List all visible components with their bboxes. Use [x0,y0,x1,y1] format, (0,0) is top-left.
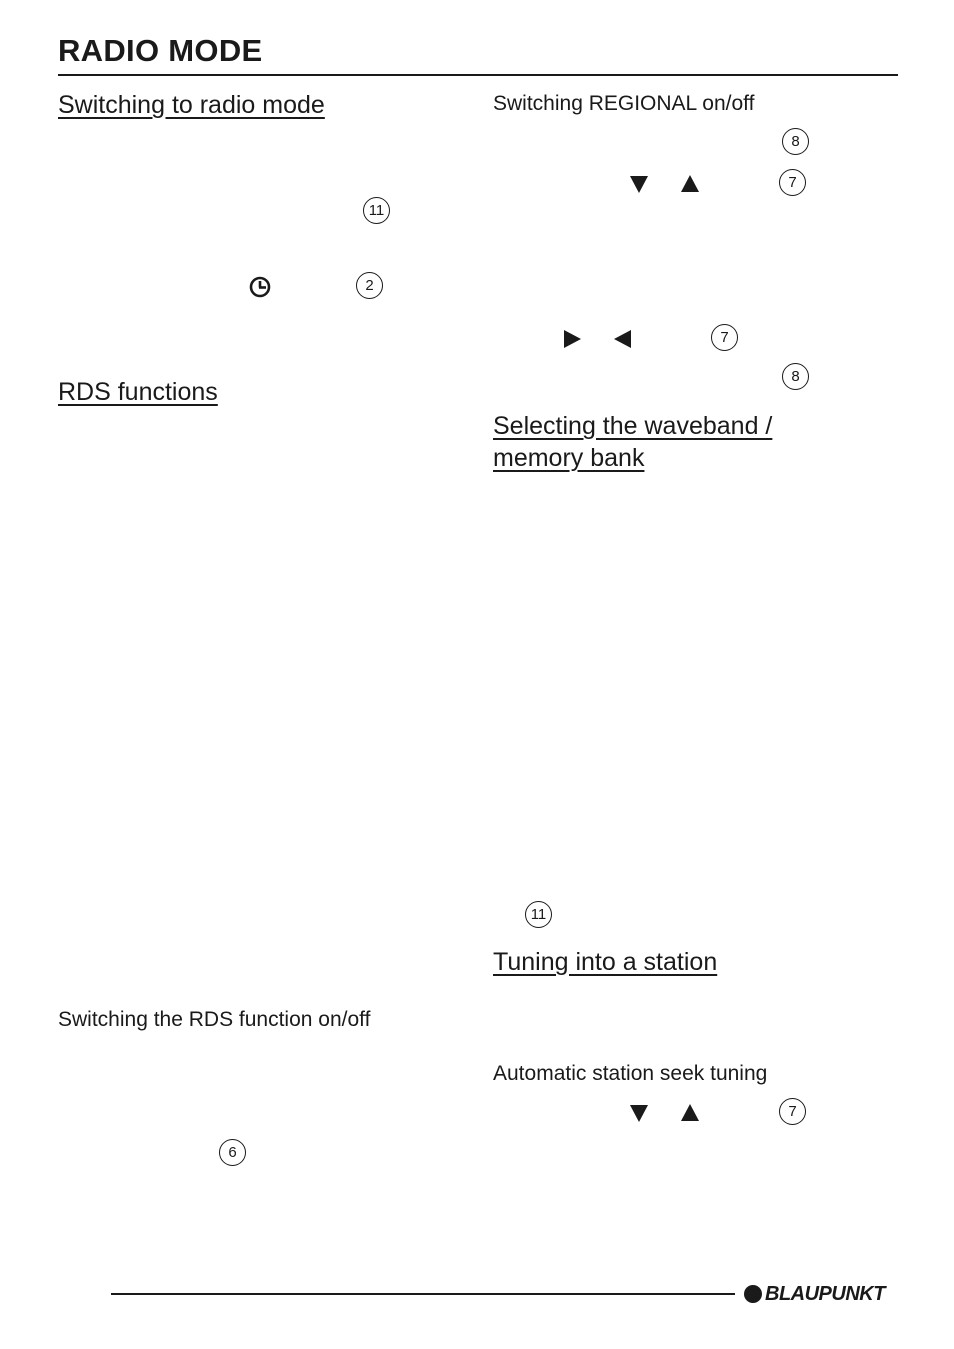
key-callout-8: 8 [782,363,809,390]
key-callout-8: 8 [782,128,809,155]
brand-name: BLAUPUNKT [765,1283,885,1305]
key-callout-7: 7 [711,324,738,351]
key-callout-11: 11 [525,901,552,928]
key-callout-11: 11 [363,197,390,224]
key-callout-6: 6 [219,1139,246,1166]
key-callout-2: 2 [356,272,383,299]
header-rule [58,74,898,76]
arrow-up-icon [680,174,700,194]
arrow-left-icon [613,329,633,349]
arrow-right-icon [562,329,582,349]
heading-rds-functions: RDS functions [58,378,218,406]
brand-dot-icon [744,1285,762,1303]
heading-regional-on-off: Switching REGIONAL on/off [493,92,755,115]
heading-tuning-station: Tuning into a station [493,948,718,976]
footer-rule [111,1293,735,1295]
heading-auto-seek: Automatic station seek tuning [493,1062,768,1085]
arrow-up-icon [680,1103,700,1123]
key-callout-7: 7 [779,1098,806,1125]
arrow-down-icon [629,174,649,194]
heading-switching-radio-mode: Switching to radio mode [58,91,325,119]
heading-rds-on-off: Switching the RDS function on/off [58,1008,371,1031]
page-title: RADIO MODE [58,33,263,68]
arrow-down-icon [629,1103,649,1123]
heading-waveband-line2: memory bank [493,444,645,472]
key-callout-7: 7 [779,169,806,196]
heading-waveband-line1: Selecting the waveband / [493,412,773,440]
clock-icon [249,276,271,298]
brand-logo [744,1281,885,1307]
